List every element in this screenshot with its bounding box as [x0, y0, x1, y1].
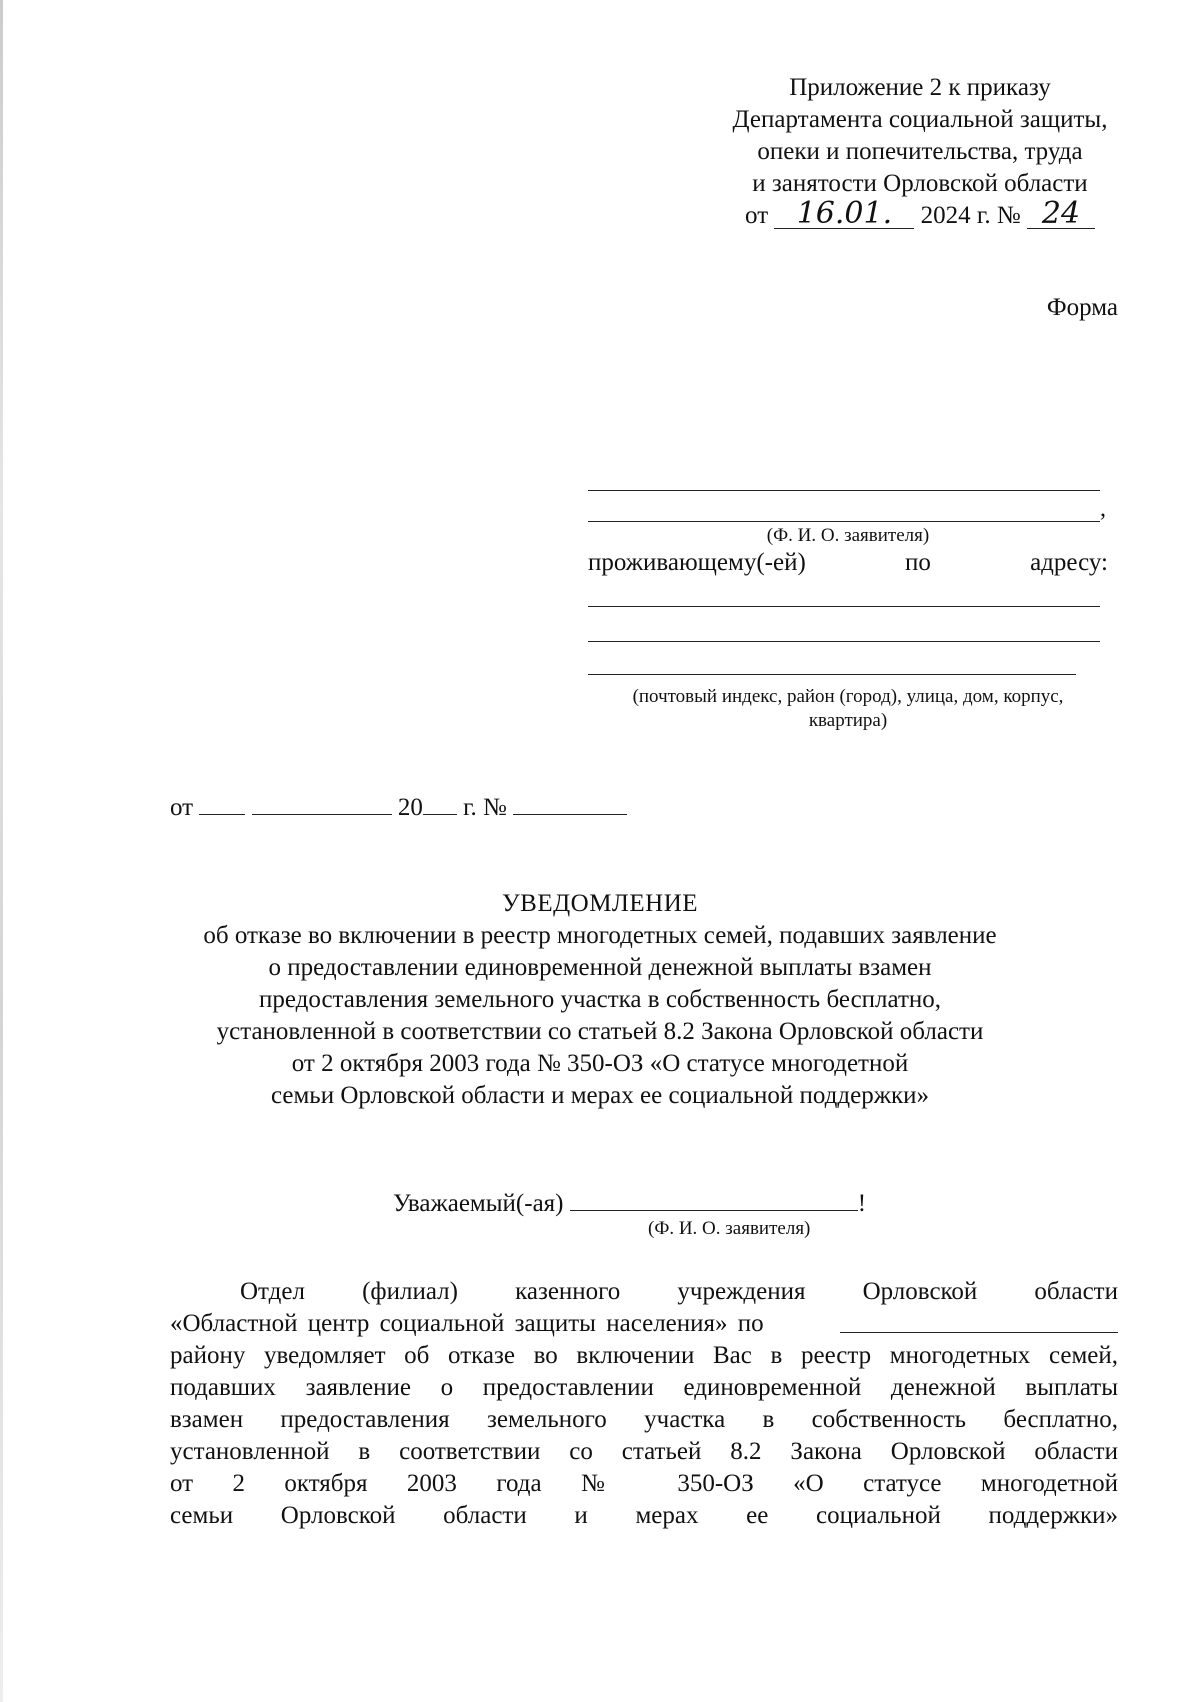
address-caption-line: квартира)	[808, 710, 888, 731]
name-caption: (Ф. И. О. заявителя)	[766, 525, 930, 546]
address-blank-line-1[interactable]	[588, 578, 1100, 607]
residing-word: по	[904, 549, 931, 576]
residing-line	[588, 548, 1108, 578]
name-blank-line-2[interactable]	[588, 491, 1100, 522]
address-blank-line-2[interactable]	[588, 607, 1100, 642]
approval-header	[690, 72, 1150, 232]
greeting-line	[393, 1186, 866, 1218]
residing-word: адресу:	[1030, 549, 1108, 576]
title-line: установленной в соответствии со статьей 8.2 Закона Орловской области	[216, 1018, 984, 1045]
from-label: от	[170, 794, 194, 821]
notice-title: УВЕДОМЛЕНИЕ	[501, 890, 699, 917]
address-caption-line: (почтовый индекс, район (город), улица, дом, корпус,	[632, 686, 1064, 707]
handwritten-date: 16.01.	[774, 200, 914, 229]
title-line: об отказе во включении в реестр многодетных семей, подавших заявление	[203, 922, 997, 949]
body-line: установленной в соответствии со статьей 8.2 Закона Орловской области	[170, 1438, 1118, 1465]
name-blank-line-1[interactable]	[588, 460, 1100, 491]
body-line: подавших заявление о предоставлении единовременной денежной выплаты	[170, 1374, 1118, 1401]
year-prefix: 20	[397, 794, 423, 821]
residing-word: проживающему(-ей)	[588, 549, 806, 576]
year-suffix: г. №	[463, 794, 507, 821]
title-line: семьи Орловской области и мерах ее социальной поддержки»	[270, 1082, 929, 1109]
header-line: Департамента социальной защиты,	[732, 106, 1108, 133]
day-blank[interactable]	[199, 790, 245, 815]
title-line: о предоставлении единовременной денежной выплаты взамен	[268, 954, 932, 981]
year-blank[interactable]	[423, 790, 457, 815]
applicant-name-blank[interactable]	[570, 1186, 858, 1211]
header-line: и занятости Орловской области	[752, 170, 1088, 197]
greeting-text: Уважаемый(-ая)	[393, 1190, 564, 1217]
recipient-block	[588, 460, 1108, 733]
notice-title-block	[150, 888, 1050, 1112]
number-blank[interactable]	[513, 790, 627, 815]
body-line: от 2 октября 2003 года № 350-ОЗ «О статусе многодетной	[170, 1470, 1118, 1497]
document-reference-line	[170, 790, 627, 822]
title-line: от 2 октября 2003 года № 350-ОЗ «О статусе многодетной	[291, 1050, 909, 1077]
form-label: Форма	[1046, 294, 1118, 321]
district-blank[interactable]	[840, 1308, 1118, 1333]
body-line: семьи Орловской области и мерах ее социальной поддержки»	[170, 1502, 1118, 1529]
address-caption	[588, 685, 1108, 733]
greeting-caption: (Ф. И. О. заявителя)	[648, 1218, 811, 1239]
body-line-with-blank	[170, 1308, 1118, 1340]
month-blank[interactable]	[252, 790, 392, 815]
body-line: взамен предоставления земельного участка в собственность бесплатно,	[170, 1406, 1118, 1433]
title-line: предоставления земельного участка в собственность бесплатно,	[258, 986, 942, 1013]
body-line-text: «Областной центр социальной защиты населения» по	[170, 1310, 764, 1337]
date-prefix: от	[745, 202, 769, 229]
body-line: району уведомляет об отказе во включении Вас в реестр многодетных семей,	[170, 1342, 1118, 1369]
greeting-exclamation: !	[857, 1190, 867, 1217]
order-date-line	[690, 196, 1150, 232]
notice-body	[170, 1276, 1118, 1532]
date-year: 2024 г. №	[920, 202, 1021, 229]
body-line: Отдел (филиал) казенного учреждения Орловской области	[240, 1278, 1118, 1305]
header-line: Приложение 2 к приказу	[789, 74, 1051, 101]
scan-edge	[0, 0, 3, 1702]
header-line: опеки и попечительства, труда	[757, 138, 1083, 165]
address-blank-line-3[interactable]	[588, 642, 1076, 675]
name-comma: ,	[1100, 496, 1106, 522]
handwritten-order-number: 24	[1027, 200, 1095, 229]
